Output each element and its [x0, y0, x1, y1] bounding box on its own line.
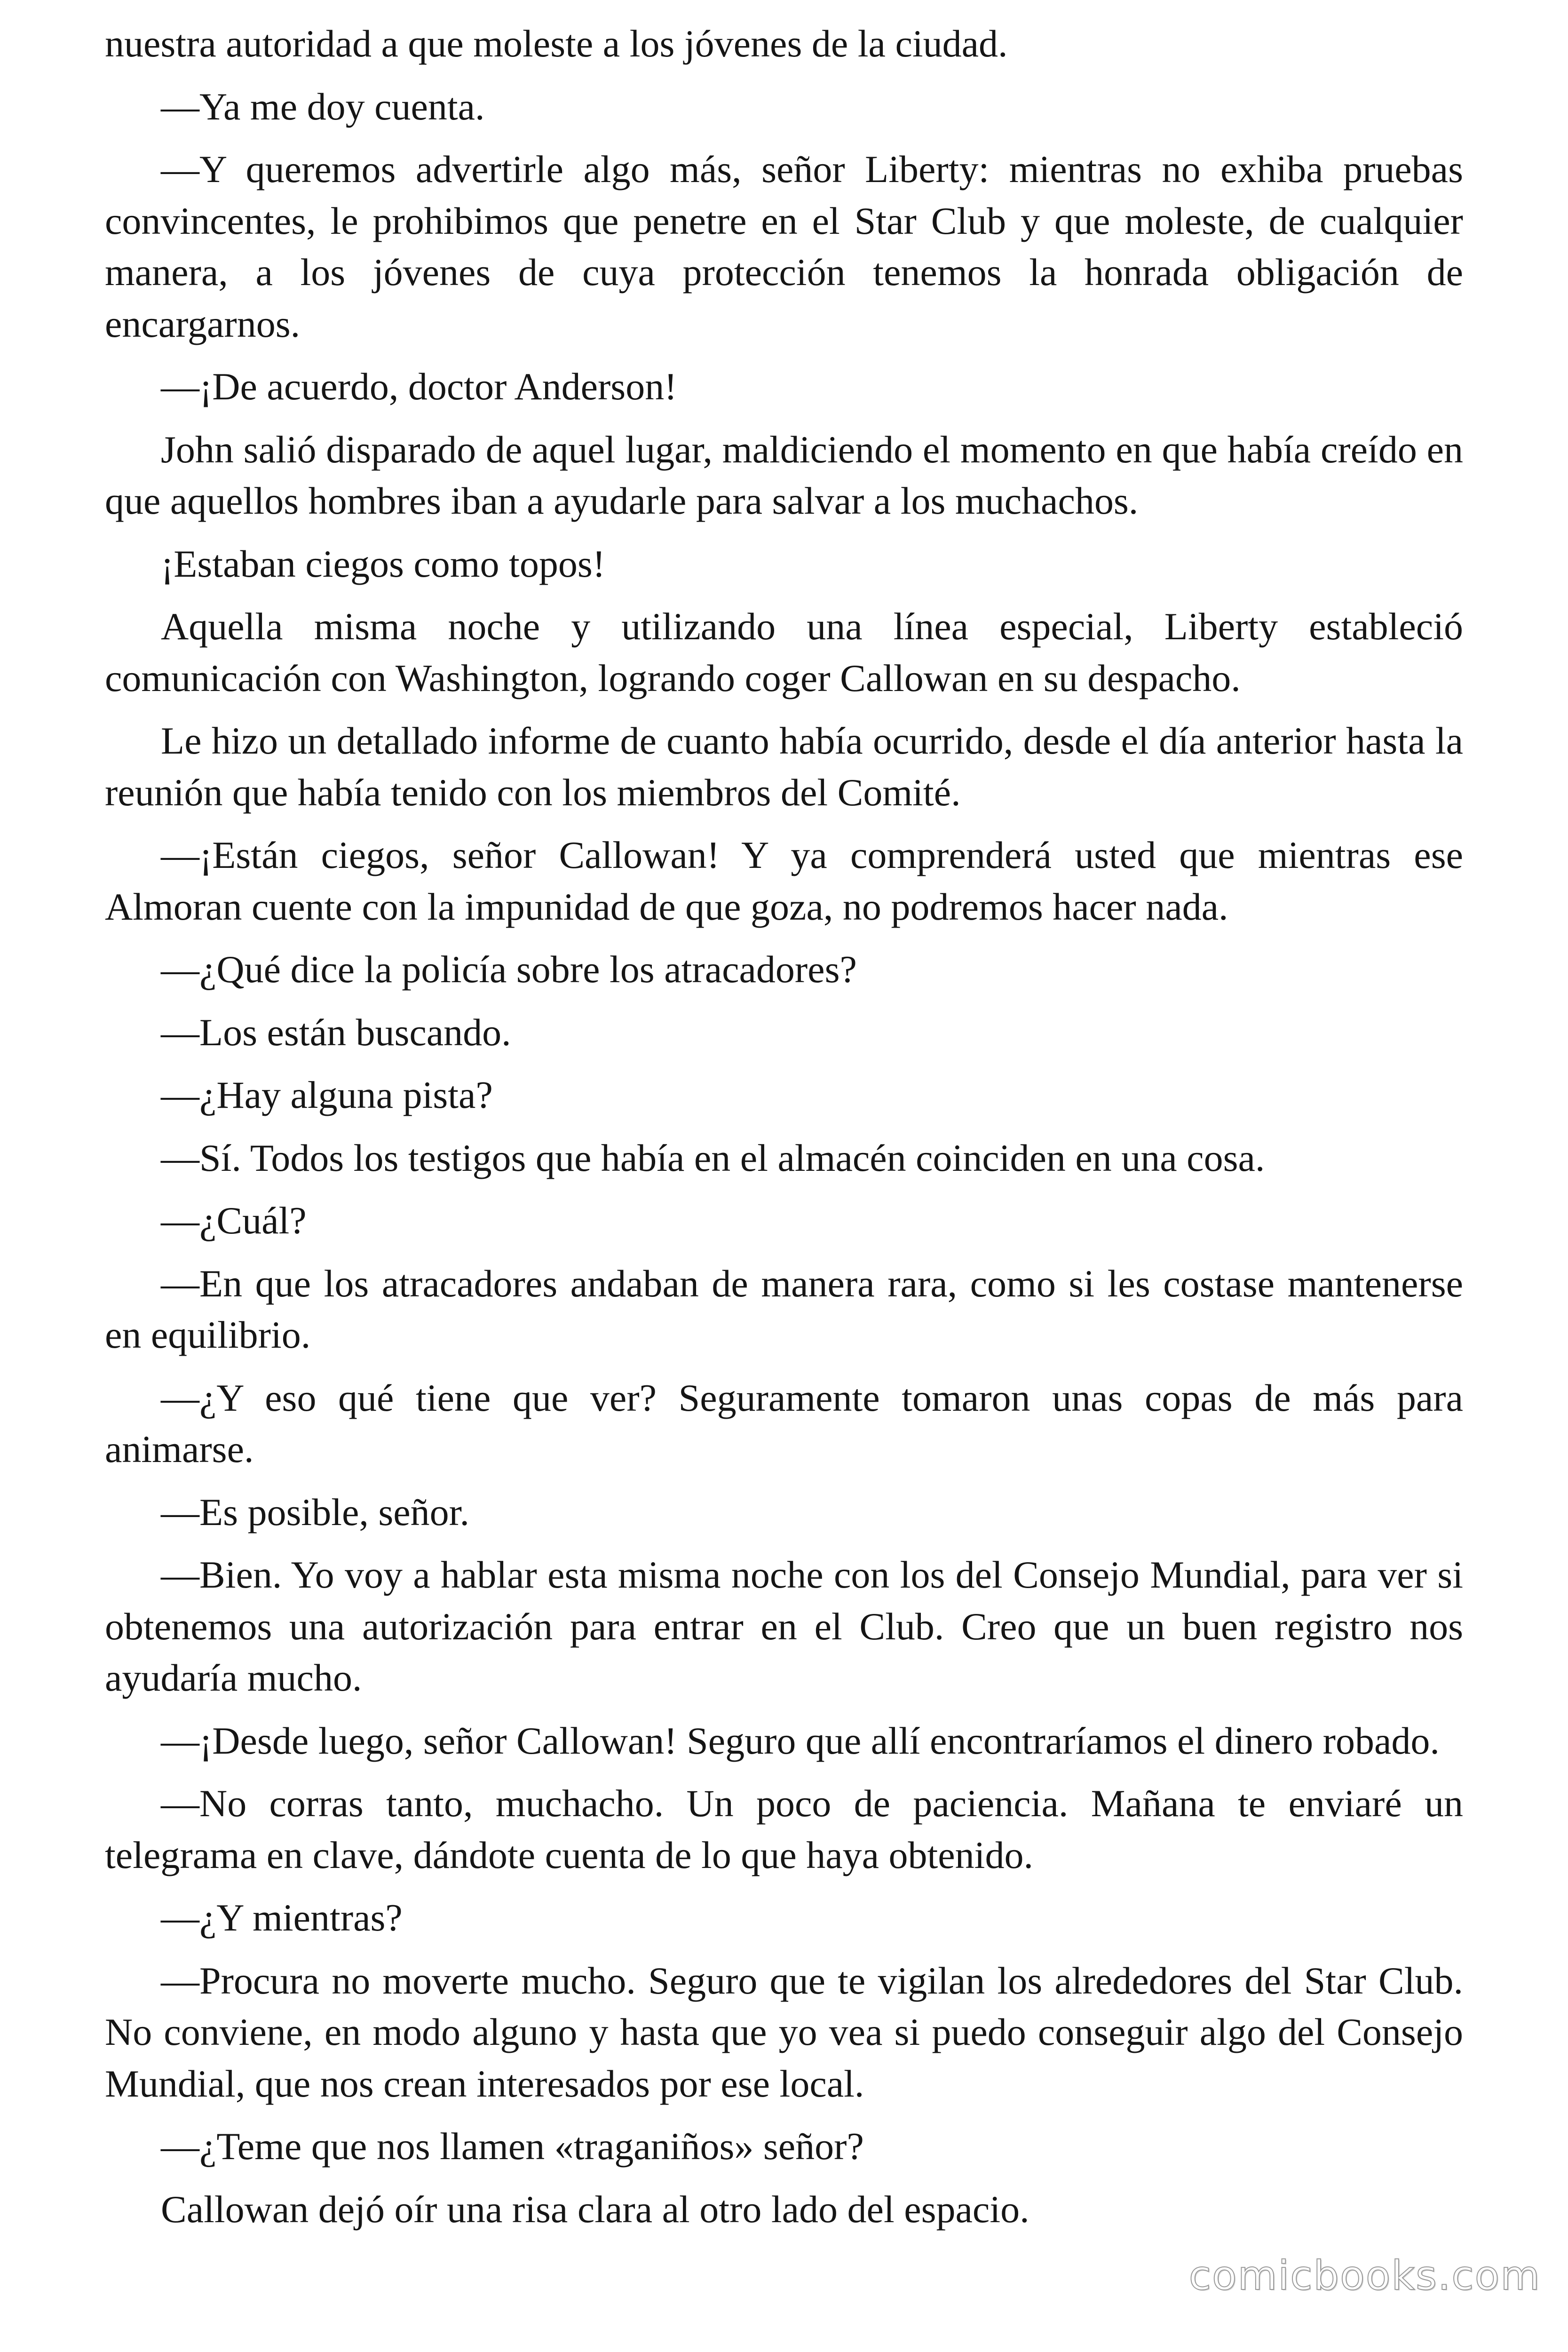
paragraph: —No corras tanto, muchacho. Un poco de paciencia. Mañana te enviaré un telegrama en clave, dándote cuenta de lo que haya obtenido. [105, 1782, 1463, 1876]
page-body [105, 18, 1463, 2246]
paragraph: —¿Qué dice la policía sobre los atracadores? [161, 948, 857, 991]
paragraph: ¡Estaban ciegos como topos! [161, 542, 606, 585]
paragraph: John salió disparado de aquel lugar, maldiciendo el momento en que había creído en que aquellos hombres iban a ayudarle para salvar a los muchachos. [105, 428, 1463, 522]
paragraph-continuation: nuestra autoridad a que moleste a los jóvenes de la ciudad. [105, 22, 1008, 65]
paragraph: —Los están buscando. [161, 1010, 511, 1054]
paragraph: —Bien. Yo voy a hablar esta misma noche con los del Consejo Mundial, para ver si obtenemos una autorización para entrar en el Club. Creo que un buen registro nos ayudaría mucho. [105, 1553, 1463, 1699]
paragraph: —¡Desde luego, señor Callowan! Seguro que allí encontraríamos el dinero robado. [161, 1719, 1440, 1762]
watermark-text: comicbooks.com [1188, 2252, 1541, 2299]
paragraph: —Sí. Todos los testigos que había en el almacén coinciden en una cosa. [161, 1136, 1265, 1179]
paragraph: —¿Teme que nos llamen «traganiños» señor? [161, 2125, 864, 2168]
paragraph: —En que los atracadores andaban de manera rara, como si les costase mantenerse en equilibrio. [105, 1262, 1463, 1356]
paragraph: Aquella misma noche y utilizando una línea especial, Liberty estableció comunicación con Washington, logrando coger Callowan en su despacho. [105, 605, 1463, 699]
paragraph: —Es posible, señor. [161, 1490, 469, 1534]
paragraph: —Ya me doy cuenta. [161, 85, 485, 128]
paragraph: —¿Y mientras? [161, 1896, 403, 1939]
paragraph: —¿Cuál? [161, 1199, 307, 1242]
paragraph: —Y queremos advertirle algo más, señor Liberty: mientras no exhiba pruebas convincentes, le prohibimos que penetre en el Star Club y que moleste, de cualquier manera, a los jóvenes de cuya protección tenemos la honrada obligación de encargarnos. [105, 148, 1463, 345]
paragraph: —¿Y eso qué tiene que ver? Seguramente tomaron unas copas de más para animarse. [105, 1376, 1463, 1470]
paragraph: —¡Están ciegos, señor Callowan! Y ya comprenderá usted que mientras ese Almoran cuente con la impunidad de que goza, no podremos hacer nada. [105, 834, 1463, 928]
paragraph: —Procura no moverte mucho. Seguro que te vigilan los alrededores del Star Club. No conviene, en modo alguno y hasta que yo vea si puedo conseguir algo del Consejo Mundial, que nos crean interesados por ese local. [105, 1959, 1463, 2105]
paragraph: Callowan dejó oír una risa clara al otro lado del espacio. [161, 2187, 1029, 2231]
paragraph: —¡De acuerdo, doctor Anderson! [161, 365, 677, 408]
paragraph: —¿Hay alguna pista? [161, 1073, 493, 1116]
paragraph: Le hizo un detallado informe de cuanto había ocurrido, desde el día anterior hasta la reunión que había tenido con los miembros del Comité. [105, 719, 1463, 814]
